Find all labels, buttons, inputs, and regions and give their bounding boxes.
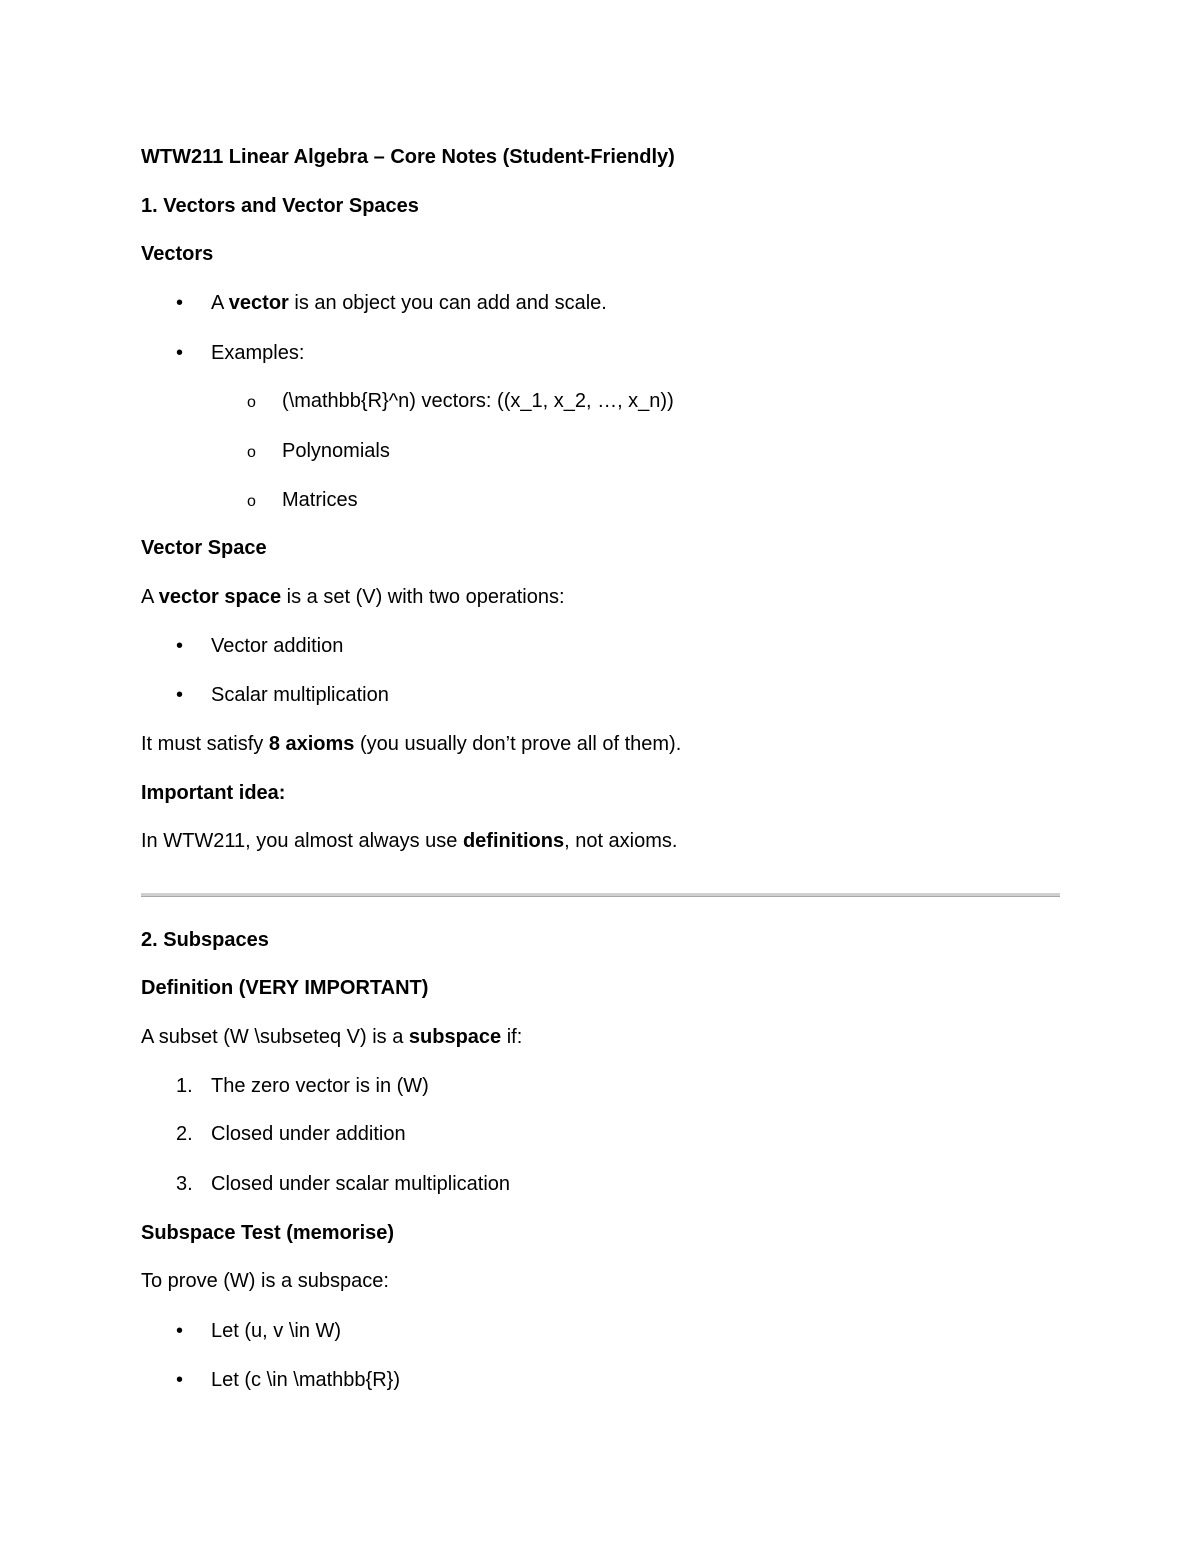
condition-item: Closed under addition bbox=[211, 1123, 406, 1145]
text-run: if: bbox=[501, 1026, 523, 1048]
text-run: is an object you can add and scale. bbox=[288, 292, 607, 314]
list-number: 3. bbox=[176, 1173, 193, 1195]
vector-space-subheading: Vector Space bbox=[141, 537, 267, 559]
axioms-paragraph bbox=[141, 732, 681, 756]
operation-item: Scalar multiplication bbox=[211, 684, 389, 706]
text-run: is a set (V) with two operations: bbox=[281, 586, 565, 608]
text-run: , not axioms. bbox=[564, 830, 678, 852]
term-8-axioms: 8 axioms bbox=[268, 733, 355, 755]
text-run: (you usually don’t prove all of them). bbox=[354, 733, 682, 755]
subspace-test-intro: To prove (W) is a subspace: bbox=[141, 1270, 389, 1292]
bullet-icon: • bbox=[176, 1369, 184, 1391]
subspace-definition bbox=[141, 1025, 522, 1049]
document-title: WTW211 Linear Algebra – Core Notes (Student-Friendly) bbox=[141, 146, 675, 168]
example-item: (\mathbb{R}^n) vectors: ((x_1, x_2, …, x_n)) bbox=[282, 390, 674, 412]
section-1-heading: 1. Vectors and Vector Spaces bbox=[141, 195, 419, 217]
definition-subheading: Definition (VERY IMPORTANT) bbox=[141, 977, 429, 999]
text-run: A bbox=[211, 292, 229, 314]
subspace-test-subheading: Subspace Test (memorise) bbox=[141, 1222, 395, 1244]
term-vector-space: vector space bbox=[158, 586, 282, 608]
test-step-item: Let (c \in \mathbb{R}) bbox=[211, 1369, 400, 1391]
condition-item: Closed under scalar multiplication bbox=[211, 1173, 511, 1195]
important-idea-label: Important idea: bbox=[141, 782, 286, 804]
section-divider bbox=[141, 893, 1060, 897]
vector-definition-item bbox=[211, 291, 607, 315]
sub-bullet-icon: o bbox=[247, 493, 256, 510]
example-item: Matrices bbox=[282, 489, 358, 511]
sub-bullet-icon: o bbox=[247, 444, 256, 461]
text-run: A subset (W \subseteq V) is a bbox=[141, 1026, 409, 1048]
text-run: In WTW211, you almost always use bbox=[141, 830, 463, 852]
bullet-icon: • bbox=[176, 292, 184, 314]
sub-bullet-icon: o bbox=[247, 394, 256, 411]
operation-item: Vector addition bbox=[211, 635, 344, 657]
bullet-icon: • bbox=[176, 342, 184, 364]
text-run: It must satisfy bbox=[141, 733, 269, 755]
example-item: Polynomials bbox=[282, 440, 390, 462]
list-number: 1. bbox=[176, 1075, 193, 1097]
bullet-icon: • bbox=[176, 635, 184, 657]
bullet-icon: • bbox=[176, 1320, 184, 1342]
list-number: 2. bbox=[176, 1123, 193, 1145]
term-vector: vector bbox=[228, 292, 289, 314]
text-run: A bbox=[141, 586, 159, 608]
bullet-icon: • bbox=[176, 684, 184, 706]
section-2-heading: 2. Subspaces bbox=[141, 929, 269, 951]
important-idea-text bbox=[141, 829, 677, 853]
vector-space-definition bbox=[141, 585, 565, 609]
term-subspace: subspace bbox=[408, 1026, 502, 1048]
examples-item: Examples: bbox=[211, 342, 305, 364]
condition-item: The zero vector is in (W) bbox=[211, 1075, 429, 1097]
vectors-subheading: Vectors bbox=[141, 243, 214, 265]
test-step-item: Let (u, v \in W) bbox=[211, 1320, 342, 1342]
term-definitions: definitions bbox=[462, 830, 565, 852]
